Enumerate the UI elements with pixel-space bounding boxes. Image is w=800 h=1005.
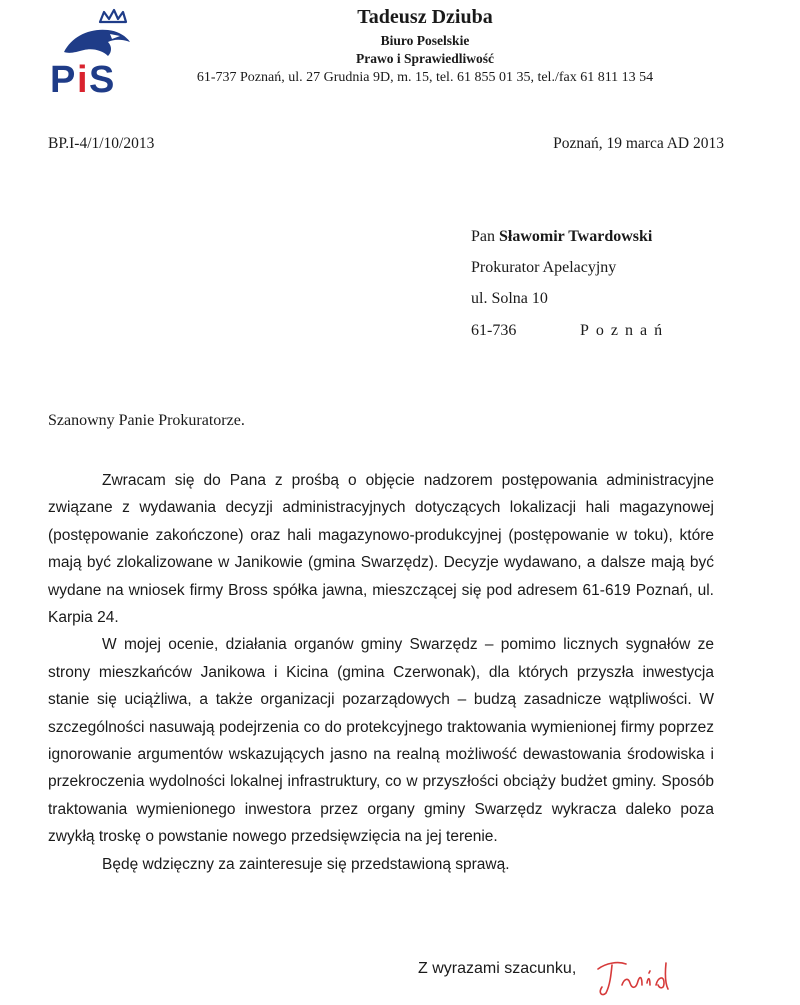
body-paragraph: W mojej ocenie, działania organów gminy Swarzędz – pomimo licznych sygnałów ze strony mieszkańców Janikowa i Kicina (gmina Czerwonak), dla których przyszła inwestycja stanie się uciążliwa, a także organizacji pozarządowych – budzą zasadnicze wątpliwości. W szczególności nasuwają podejrzenia co do protekcyjnego traktowania wymienionej firmy poprzez ignorowanie argumentów wskazujących jasno na realną możliwość dewastowania środowiska i przekroczenia wydolności lokalnej infrastruktury, co w przyszłości obciąży budżet gminy. Sposób traktowania wymienionego inwestora przez organy gminy Swarzędz wykracza daleko poza zwykłą troskę o powstanie nowego przedsięwzięcia na jej terenie. (48, 636, 714, 846)
reference-number: BP.I-4/1/10/2013 (48, 135, 155, 152)
sender-office: Biuro Poselskie (380, 33, 470, 48)
sender-name: Tadeusz Dziuba (357, 6, 493, 28)
closing-phrase: Z wyrazami szacunku, (418, 960, 577, 977)
addressee-name: Sławomir Twardowski (499, 228, 653, 245)
addressee-prefix: Pan (471, 228, 499, 245)
body-paragraph: Będę wdzięczny za zainteresuje się przedstawioną sprawą. (102, 855, 510, 873)
salutation: Szanowny Panie Prokuratorze. (48, 412, 245, 429)
sender-address: 61-737 Poznań, ul. 27 Grudnia 9D, m. 15, tel. 61 855 01 35, tel./fax 61 811 13 54 (196, 70, 654, 85)
letter-body (48, 467, 714, 878)
logo-letter-s: S (89, 59, 115, 98)
handwritten-signature (592, 955, 702, 1000)
eagle-crown-icon (46, 6, 138, 98)
addressee-name-line (471, 228, 652, 246)
addressee-city: Poznań (580, 322, 670, 339)
logo-letter-p: P (50, 59, 76, 98)
party-logo (46, 6, 138, 98)
addressee-title: Prokurator Apelacyjny (471, 259, 617, 276)
sender-party: Prawo i Sprawiedliwość (356, 51, 494, 66)
signature-icon (592, 955, 702, 1000)
addressee-postcode: 61-736 (471, 322, 517, 339)
body-paragraph: Zwracam się do Pana z prośbą o objęcie nadzorem postępowania administracyjne związane z wydawania decyzji administracyjnych dotyczących lokalizacji hali magazynowej (postępowanie zakończone) oraz hali magazynowo-produkcyjnej (postępowanie w toku), które mają być zlokalizowane w Janikowie (gmina Swarzędz). Decyzje wydawano, a dalsze mają być wydane na wniosek firmy Bross spółka jawna, mieszczącej się pod adresem 61-619 Poznań, ul. Karpia 24. (48, 472, 714, 627)
letter-date: Poznań, 19 marca AD 2013 (553, 135, 724, 152)
logo-letter-i: i (77, 59, 88, 98)
addressee-street: ul. Solna 10 (471, 290, 548, 307)
